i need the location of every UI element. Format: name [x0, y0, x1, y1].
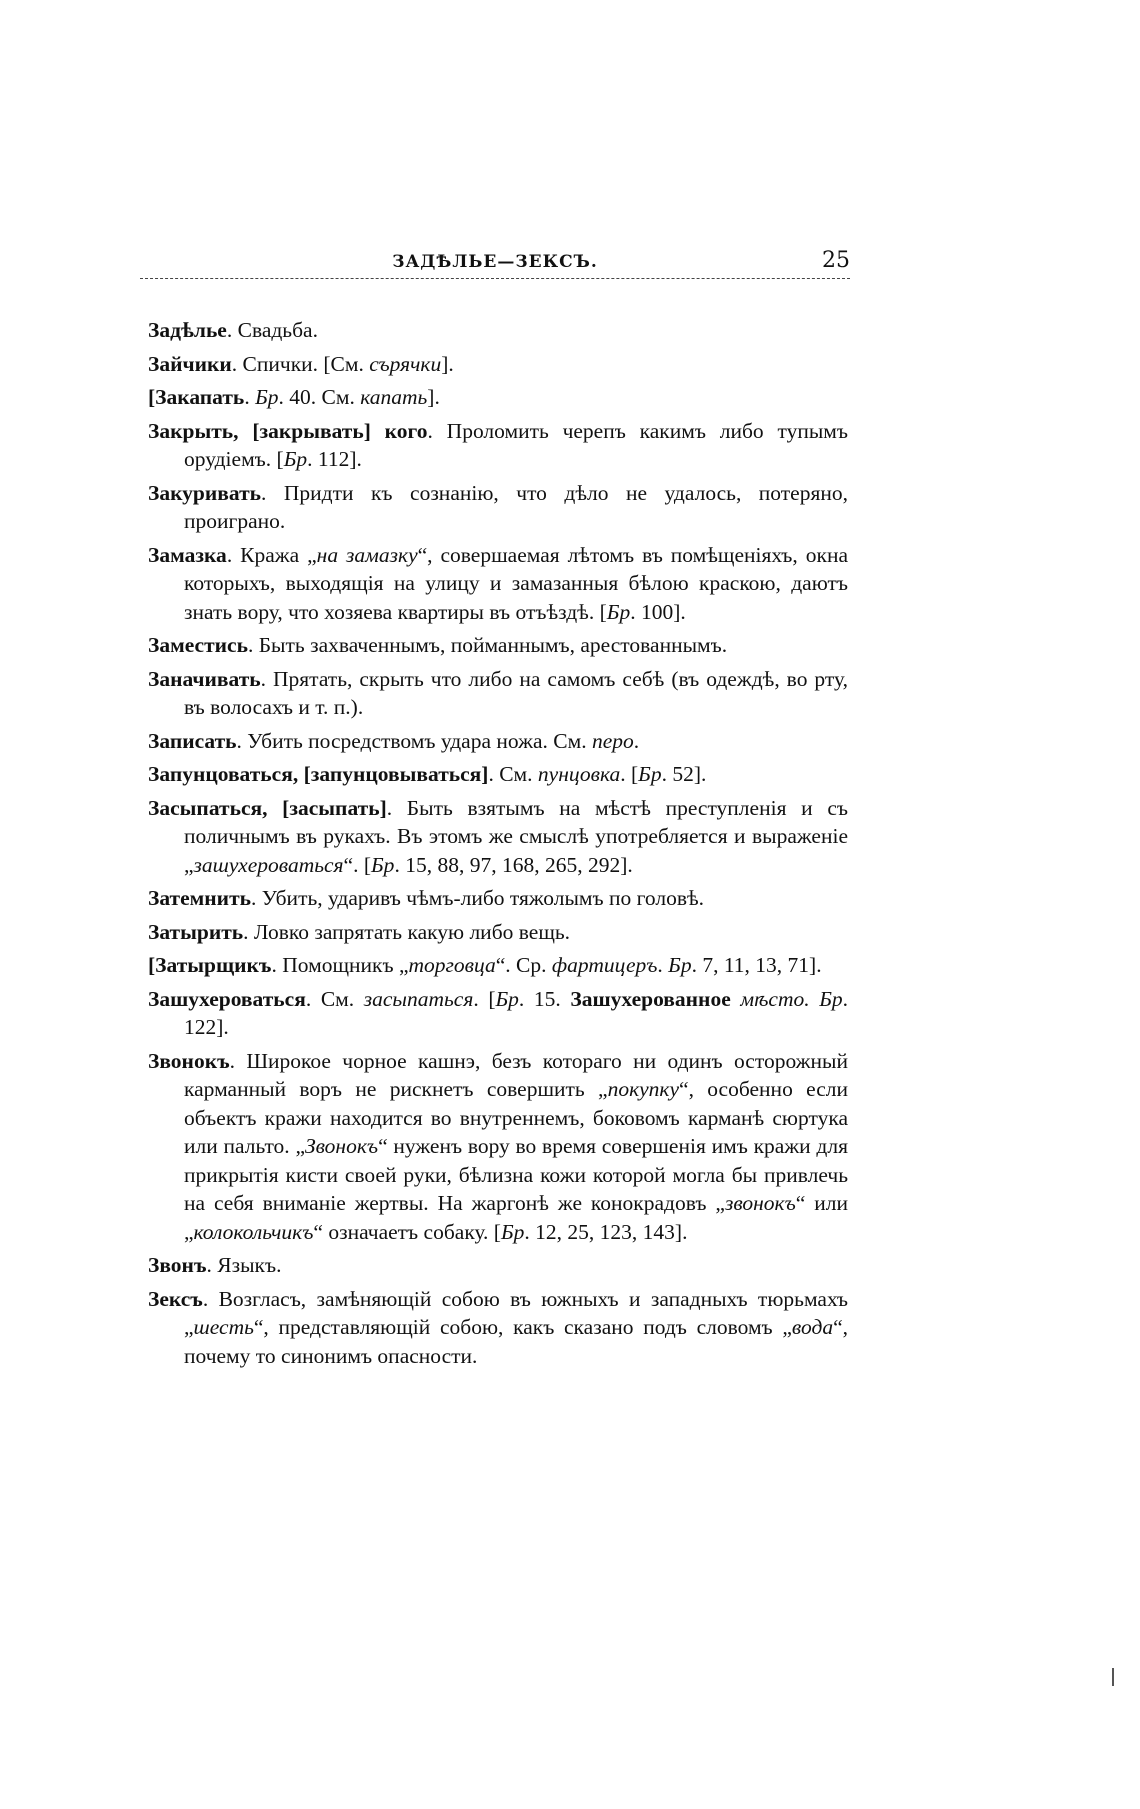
entry: Засыпаться, [засыпать]. Быть взятымъ на мѣстѣ преступленія и съ поличнымъ въ рукахъ. Въ этомъ же смыслѣ употребляется и выраженіе „зашухероваться“. [Бр. 15, 88, 97, 168, 265, 292].	[148, 795, 848, 877]
entry: Закрыть, [закрывать] кого. Проломить черепъ какимъ либо тупымъ орудіемъ. [Бр. 112].	[148, 418, 848, 471]
entry: Задѣлье. Свадьба.	[148, 318, 318, 342]
running-title: ЗАДѢЛЬЕ—ЗЕКСЪ.	[392, 252, 598, 272]
entry: Звонокъ. Широкое чорное кашнэ, безъ котораго ни одинъ осторожный карманный воръ не рискнетъ совершить „покупку“, особенно если объектъ кражи находится во внутреннемъ, боковомъ карманѣ сюртука или пальто. „Звонокъ“ нуженъ вору во время совершенія имъ кражи для прикрытія кисти своей руки, бѣлизна кожи которой могла бы привлечь на себя вниманіе жертвы. На жаргонѣ же конокрадовъ „звонокъ“ или „колокольчикъ“ означаетъ собаку. [Бр. 12, 25, 123, 143].	[148, 1048, 848, 1244]
page-number: 25	[822, 248, 850, 273]
dictionary-body	[148, 316, 848, 1375]
header-rule	[140, 278, 850, 279]
entry: Замазка. Кража „на замазку“, совершаемая лѣтомъ въ помѣщеніяхъ, окна которыхъ, выходящія на улицу и замазанныя бѣлою краскою, даютъ знать вору, что хозяева квартиры въ отъѣздѣ. [Бр. 100].	[148, 542, 848, 624]
entry: Записать. Убить посредствомъ удара ножа. См. перо.	[148, 728, 640, 753]
entry: Звонъ. Языкъ.	[148, 1253, 282, 1277]
entry: [Закапать. Бр. 40. См. капать].	[148, 385, 440, 409]
entry: Закуривать. Придти къ сознанію, что дѣло не удалось, потеряно, проиграно.	[148, 480, 848, 533]
entry: Заместись. Быть захваченнымъ, пойманнымъ, арестованнымъ.	[148, 633, 728, 657]
entry: Затемнить. Убить, ударивъ чѣмъ-либо тяжолымъ по головѣ.	[148, 886, 705, 910]
margin-mark	[1112, 1668, 1114, 1686]
entry: Затырить. Ловко запрятать какую либо вещь.	[148, 919, 571, 944]
entry: Запунцоваться, [запунцовываться]. См. пунцовка. [Бр. 52].	[148, 762, 707, 786]
page-header	[140, 248, 850, 284]
entry: Зашухероваться. См. засыпаться. [Бр. 15. Зашухерованное мѣсто. Бр. 122].	[148, 986, 849, 1039]
entry: [Затырщикъ. Помощникъ „торговца“. Ср. фартицеръ. Бр. 7, 11, 13, 71].	[148, 953, 822, 977]
entry: Зайчики. Спички. [См. сърячки].	[148, 351, 454, 376]
entry: Зексъ. Возгласъ, замѣняющій собою въ южныхъ и западныхъ тюрьмахъ „шесть“, представляющій собою, какъ сказано подъ словомъ „вода“, почему то синонимъ опасности.	[148, 1286, 848, 1368]
entry: Заначивать. Прятать, скрыть что либо на самомъ себѣ (въ одеждѣ, во рту, въ волосахъ и т. п.).	[148, 666, 848, 719]
